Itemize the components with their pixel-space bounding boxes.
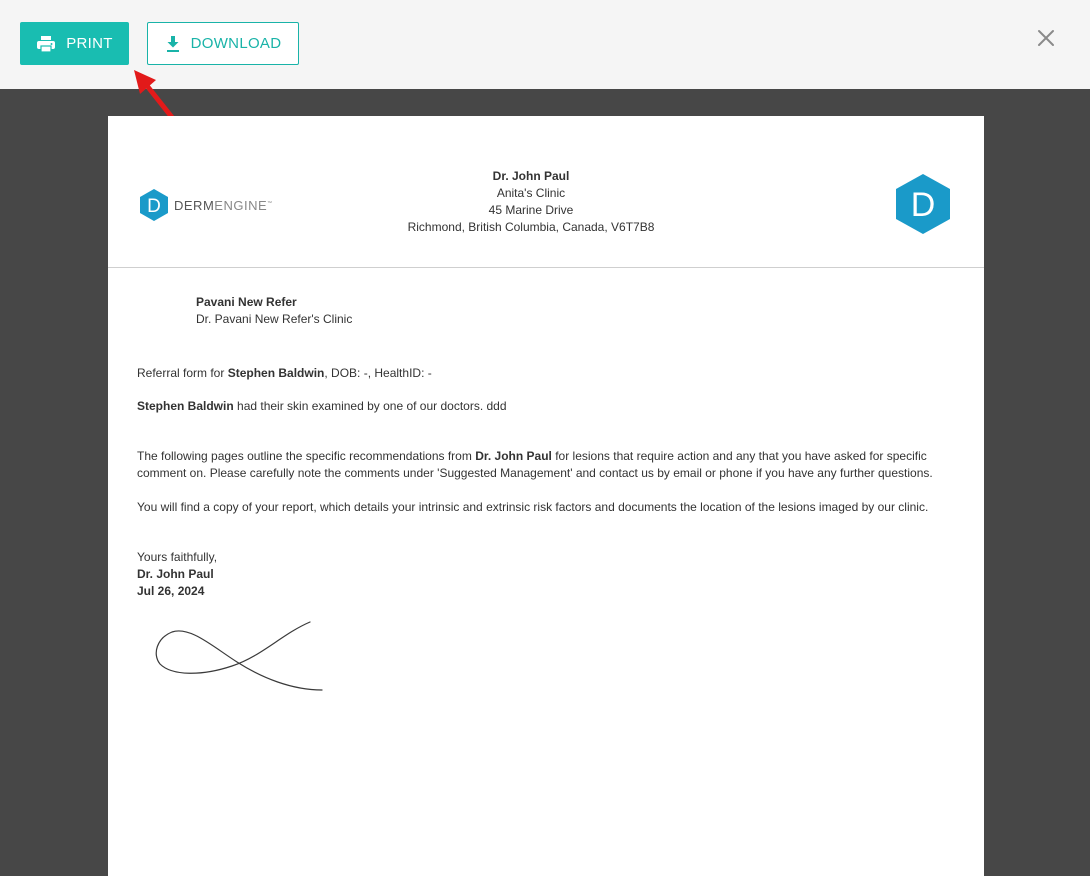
patient-name: Stephen Baldwin — [137, 399, 234, 413]
logo-trademark: ™ — [267, 200, 273, 207]
recipient-block — [196, 294, 352, 328]
recommendations-paragraph: The following pages outline the specific recommendations from Dr. John Paul for lesions that require action and any that you have asked for specific comment on. Please carefully note the comments under 'Suggested Management' and contact us by email or phone if you have any further questions. — [137, 449, 933, 480]
recipient-clinic: Dr. Pavani New Refer's Clinic — [196, 312, 353, 326]
doctor-name: Dr. John Paul — [475, 449, 552, 463]
patient-name: Stephen Baldwin — [227, 366, 325, 380]
download-label: DOWNLOAD — [190, 35, 282, 52]
svg-text:D: D — [147, 196, 161, 217]
letterhead-street: 45 Marine Drive — [488, 203, 574, 217]
printer-icon — [36, 35, 56, 53]
referral-line: Referral form for Stephen Baldwin, DOB: -, HealthID: - — [137, 366, 432, 380]
letterhead-city: Richmond, British Columbia, Canada, V6T7B8 — [407, 220, 655, 234]
signoff-date: Jul 26, 2024 — [137, 584, 205, 598]
letterhead-clinic: Anita's Clinic — [496, 186, 566, 200]
examined-line: Stephen Baldwin had their skin examined by one of our doctors. ddd — [137, 399, 507, 413]
svg-text:D: D — [910, 186, 936, 224]
signoff-closing: Yours faithfully, — [137, 550, 218, 564]
close-icon[interactable] — [1034, 26, 1058, 50]
download-button[interactable] — [147, 22, 299, 65]
logo-brand-thin: ENGINE — [214, 197, 268, 213]
print-label: PRINT — [66, 35, 113, 52]
dermengine-hex-icon — [139, 188, 169, 222]
logo-brand-bold: DERM — [174, 197, 215, 213]
signature-image — [152, 616, 332, 696]
print-button[interactable] — [20, 22, 129, 65]
letterhead-doctor: Dr. John Paul — [492, 169, 570, 183]
download-icon — [165, 35, 181, 53]
signoff-block — [137, 549, 217, 600]
letterhead — [308, 168, 754, 236]
report-note-paragraph: You will find a copy of your report, which details your intrinsic and extrinsic risk factors and documents the location of the lesions imaged by our clinic. — [137, 500, 929, 514]
header-divider — [108, 267, 984, 268]
toolbar — [0, 0, 1090, 89]
signoff-doctor: Dr. John Paul — [137, 567, 214, 581]
document-page — [108, 116, 984, 876]
dermengine-large-hex-icon — [894, 172, 952, 236]
dermengine-logo — [139, 188, 273, 222]
recipient-name: Pavani New Refer — [196, 295, 297, 309]
